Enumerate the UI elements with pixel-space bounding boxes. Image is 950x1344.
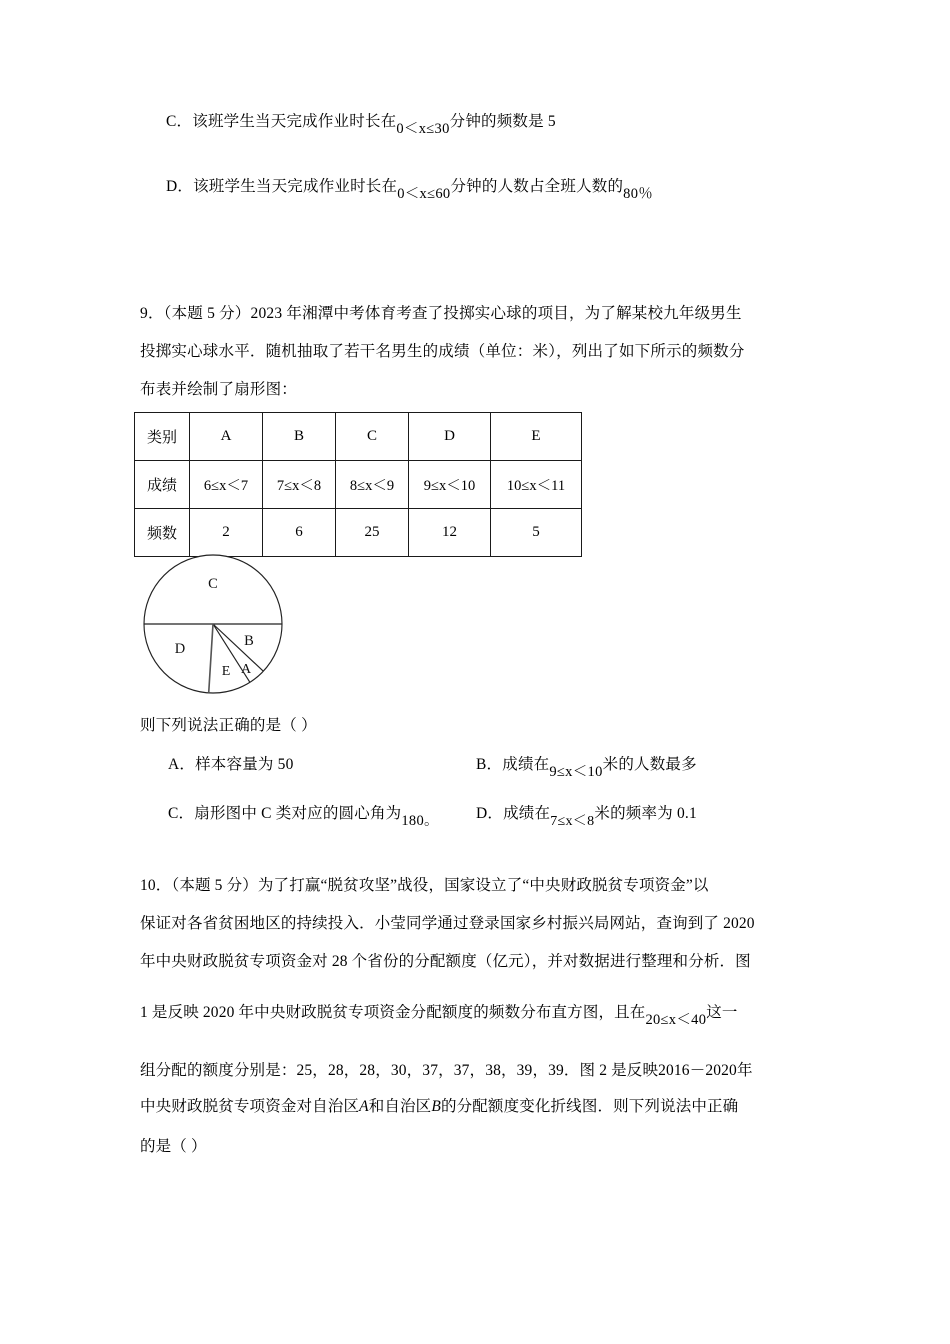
q9-option-a-label: A． <box>168 756 196 773</box>
q10-line-4-text-a: 1 是反映 2020 年中央财政脱贫专项资金分配额度的频数分布直方图，且在 <box>140 1004 646 1021</box>
q9-option-c-math: 180。 <box>401 813 439 829</box>
pie-label-c: C <box>208 576 218 592</box>
q10-line-3: 年中央财政脱贫专项资金对 28 个省份的分配额度（亿元），并对数据进行整理和分析．图 <box>140 953 751 970</box>
q8-option-c-math: 0＜x≤30 <box>396 121 450 137</box>
table-row-header-category: 类别 <box>135 413 190 461</box>
pie-label-d: D <box>174 641 186 657</box>
q8-option-d-math: 0＜x≤60 <box>397 186 451 202</box>
q10-line-6-region-a: A <box>359 1098 369 1115</box>
q10-line-5-text-c: 年 <box>736 1062 753 1079</box>
q9-option-a <box>168 757 294 773</box>
pie-chart <box>136 548 296 704</box>
q9-stem-line-3: 布表并绘制了扇形图： <box>140 381 298 398</box>
table-cell-frequency-b: 6 <box>263 509 336 557</box>
table-row-score <box>135 461 582 509</box>
table-cell-category-b: B <box>263 413 336 461</box>
q10-line-1: 10．（本题 5 分）为了打赢“脱贫攻坚”战役，国家设立了“中央财政脱贫专项资金”以 <box>140 877 709 894</box>
table-cell-range-d: 9≤x＜10 <box>409 461 491 509</box>
q10-line-6 <box>140 1094 738 1116</box>
q9-option-b-label: B． <box>476 756 503 773</box>
q8-option-d <box>166 178 654 202</box>
q10-line-6-region-b: B <box>431 1098 441 1115</box>
table-row-header-frequency: 频数 <box>135 509 190 557</box>
q9-option-d <box>476 805 697 829</box>
q8-option-d-math-tail: 80％ <box>623 186 654 202</box>
q10-line-4-text-b: 这一 <box>706 1004 738 1021</box>
q8-option-d-label: D． <box>166 178 194 195</box>
q10-line-6-text-b: 和自治区 <box>368 1098 432 1115</box>
q9-option-b-text-before: 成绩在 <box>502 756 550 773</box>
q9-option-b-text-after: 米的人数最多 <box>602 756 697 773</box>
q10-line-5-text-a: 组分配的额度分别是：25，28，28，30，37，37，38，39，39．图 2 是反映 <box>140 1062 659 1079</box>
pie-chart-svg <box>136 548 296 704</box>
q10-line-6-text-c: 的分配额度变化折线图．则下列说法中正确 <box>440 1098 739 1115</box>
q10-line-5 <box>140 1058 753 1080</box>
q9-stem-line-2: 投掷实心球水平．随机抽取了若干名男生的成绩（单位：米），列出了如下所示的频数分 <box>140 343 745 360</box>
table-cell-frequency-e: 5 <box>491 509 582 557</box>
q8-option-c-text-after: 分钟的频数是 5 <box>449 113 556 130</box>
pie-label-a: A <box>240 662 252 677</box>
q9-option-a-text: 样本容量为 50 <box>195 756 294 773</box>
q9-option-d-text-after: 米的频率为 0.1 <box>594 805 697 822</box>
table-cell-category-d: D <box>409 413 491 461</box>
table-cell-category-c: C <box>336 413 409 461</box>
table-cell-range-c: 8≤x＜9 <box>336 461 409 509</box>
q9-option-c-text-before: 扇形图中 C 类对应的圆心角为 <box>194 805 402 822</box>
q9-option-d-label: D． <box>476 805 504 822</box>
q10-line-6-text-a: 中央财政脱贫专项资金对自治区 <box>140 1098 360 1115</box>
q9-stem-line-1: 9．（本题 5 分）2023 年湘潭中考体育考查了投掷实心球的项目，为了解某校九年级男生 <box>140 305 742 322</box>
q8-option-c <box>166 113 556 137</box>
table-cell-range-e: 10≤x＜11 <box>491 461 582 509</box>
q9-option-d-text-before: 成绩在 <box>503 805 551 822</box>
table-cell-category-e: E <box>491 413 582 461</box>
q8-option-d-text-after: 分钟的人数占全班人数的 <box>450 178 624 195</box>
q9-option-b <box>476 756 697 780</box>
q9-prompt: 则下列说法正确的是（ ） <box>140 717 317 734</box>
q10-line-7: 的是（ ） <box>140 1138 207 1155</box>
table-cell-category-a: A <box>190 413 263 461</box>
q9-option-c <box>168 805 439 829</box>
table-row-category <box>135 413 582 461</box>
q8-option-c-label: C． <box>166 113 193 130</box>
q8-option-d-text-before: 该班学生当天完成作业时长在 <box>193 178 398 195</box>
q10-line-4 <box>140 1000 738 1028</box>
q10-line-4-math: 20≤x＜40 <box>645 1012 707 1028</box>
table-cell-frequency-a: 2 <box>190 509 263 557</box>
table-cell-frequency-c: 25 <box>336 509 409 557</box>
pie-label-b: B <box>244 633 254 649</box>
table-cell-range-a: 6≤x＜7 <box>190 461 263 509</box>
q8-option-c-text-before: 该班学生当天完成作业时长在 <box>192 113 397 130</box>
pie-label-e: E <box>221 664 231 679</box>
q9-option-b-math: 9≤x＜10 <box>549 764 603 780</box>
q9-option-d-math: 7≤x＜8 <box>550 814 595 829</box>
table-cell-frequency-d: 12 <box>409 509 491 557</box>
q10-line-2: 保证对各省贫困地区的持续投入．小莹同学通过登录国家乡村振兴局网站，查询到了 2020 <box>140 915 755 932</box>
table-row-header-score: 成绩 <box>135 461 190 509</box>
frequency-distribution-table <box>134 412 582 557</box>
table-cell-range-b: 7≤x＜8 <box>263 461 336 509</box>
q10-line-5-years: 2016－2020 <box>658 1062 737 1079</box>
q9-option-c-label: C． <box>168 805 195 822</box>
